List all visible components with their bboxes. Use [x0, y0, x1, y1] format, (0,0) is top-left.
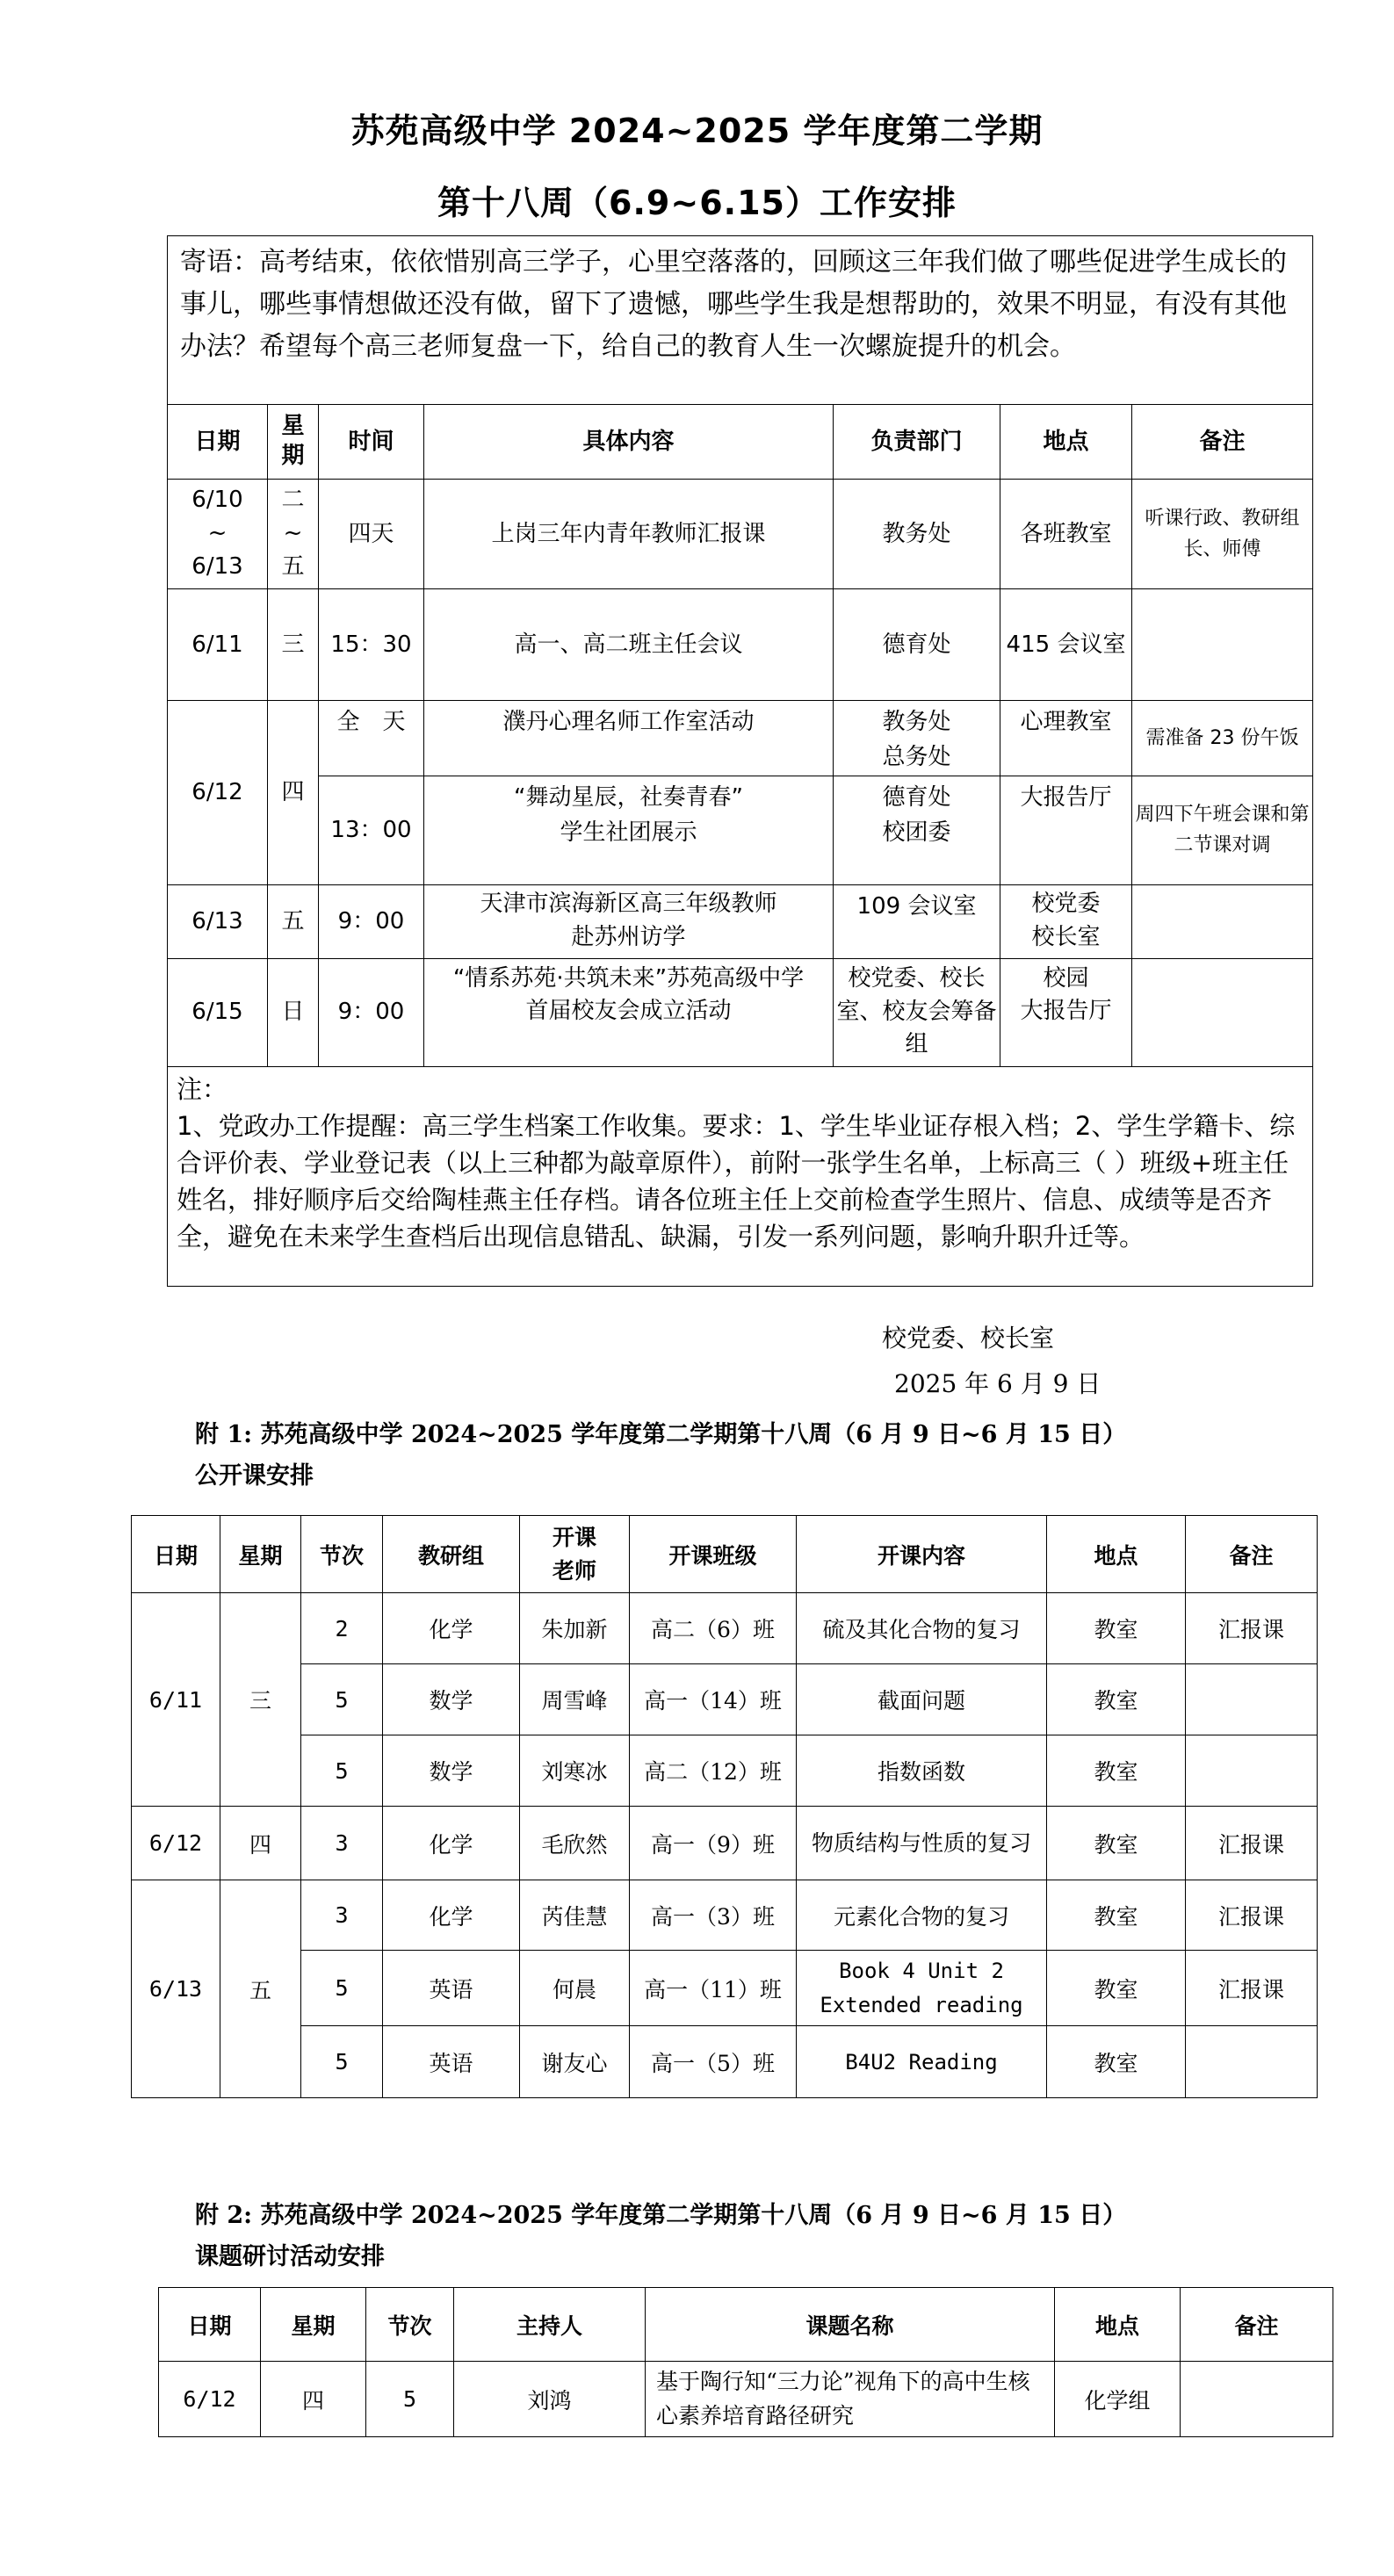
cell-note: 听课行政、教研组长、师傅 — [1132, 480, 1313, 589]
cell-content: “舞动星辰，社奏青春” 学生社团展示 — [424, 776, 834, 884]
cell-place: 大报告厅 — [1000, 776, 1132, 884]
cell-period: 2 — [301, 1593, 383, 1664]
cell-note — [1186, 1735, 1318, 1807]
cell-teacher: 朱加新 — [520, 1593, 630, 1664]
cell-place: 教室 — [1047, 1664, 1186, 1735]
table-row — [168, 480, 1313, 589]
table-row — [132, 1880, 1318, 1951]
cell-time: 四天 — [319, 480, 424, 589]
cell-note — [1186, 2026, 1318, 2098]
cell-place: 教室 — [1047, 1593, 1186, 1664]
cell-place: 教室 — [1047, 1951, 1186, 2026]
open-class-table — [131, 1515, 1318, 2098]
signature-date: 2025 年 6 月 9 日 — [894, 1369, 1101, 1398]
cell-weekday: 三 — [268, 589, 319, 701]
cell-weekday: 二 ~ 五 — [268, 480, 319, 589]
cell-class: 高一（3）班 — [630, 1880, 797, 1951]
cell-group: 化学 — [383, 1807, 520, 1880]
cell-group: 英语 — [383, 2026, 520, 2098]
cell-content: 上岗三年内青年教师汇报课 — [424, 480, 834, 589]
cell-place: 心理教室 — [1000, 701, 1132, 776]
cell-teacher: 何晨 — [520, 1951, 630, 2026]
cell-class: 高一（9）班 — [630, 1807, 797, 1880]
message-cell — [168, 236, 1313, 405]
cell-note — [1132, 589, 1313, 701]
message-row — [168, 236, 1313, 405]
notes-row — [168, 1066, 1313, 1286]
header-weekday: 星 期 — [268, 405, 319, 480]
message-label: 寄语： — [180, 247, 259, 278]
cell-content: 濮丹心理名师工作室活动 — [424, 701, 834, 776]
cell-note: 汇报课 — [1186, 1880, 1318, 1951]
table-row — [168, 776, 1313, 884]
message-text: 高考结束，依依惜别高三学子，心里空落落的，回顾这三年我们做了哪些促进学生成长的事儿，哪些事情想做还没有做，留下了遗憾，哪些学生我是想帮助的，效果不明显，有没有其他办法？希望每个高三老师复盘一下，给自己的教育人生一次螺旋提升的机会。 — [180, 247, 1287, 362]
cell-period: 5 — [301, 1951, 383, 2026]
header-row — [132, 1516, 1318, 1593]
cell-note — [1132, 884, 1313, 958]
header-note: 备注 — [1181, 2288, 1333, 2362]
cell-group: 数学 — [383, 1664, 520, 1735]
cell-dept: 教务处 总务处 — [834, 701, 1000, 776]
header-note: 备注 — [1132, 405, 1313, 480]
cell-class: 高二（12）班 — [630, 1735, 797, 1807]
page-title-line2: 第十八周（6.9~6.15）工作安排 — [437, 184, 957, 222]
cell-date: 6/15 — [168, 958, 268, 1066]
cell-dept: 校党委、校长室、校友会筹备组 — [834, 958, 1000, 1066]
cell-dept: 德育处 校团委 — [834, 776, 1000, 884]
cell-note: 周四下午班会课和第二节课对调 — [1132, 776, 1313, 884]
cell-teacher: 谢友心 — [520, 2026, 630, 2098]
cell-content: B4U2 Reading — [797, 2026, 1047, 2098]
cell-period: 5 — [301, 2026, 383, 2098]
cell-content: 物质结构与性质的复习 — [797, 1807, 1047, 1880]
table-row — [168, 701, 1313, 776]
cell-weekday: 五 — [268, 884, 319, 958]
cell-period: 3 — [301, 1807, 383, 1880]
cell-time: 15：30 — [319, 589, 424, 701]
cell-class: 高一（5）班 — [630, 2026, 797, 2098]
cell-weekday: 四 — [220, 1807, 301, 1880]
cell-content: 元素化合物的复习 — [797, 1880, 1047, 1951]
cell-date: 6/12 — [168, 701, 268, 885]
cell-host: 刘鸿 — [454, 2362, 646, 2437]
page-title-line1: 苏苑高级中学 2024~2025 学年度第二学期 — [350, 112, 1044, 150]
cell-weekday: 五 — [220, 1880, 301, 2098]
appendix1-title-line1: 附 1: 苏苑高级中学 2024~2025 学年度第二学期第十八周（6 月 9 日~6 月 15 日） — [195, 1421, 1127, 1448]
cell-content: 高一、高二班主任会议 — [424, 589, 834, 701]
table-row — [168, 884, 1313, 958]
cell-time: 13：00 — [319, 776, 424, 884]
header-date: 日期 — [132, 1516, 220, 1593]
cell-note: 需准备 23 份午饭 — [1132, 701, 1313, 776]
cell-place: 教室 — [1047, 1735, 1186, 1807]
cell-date: 6/12 — [132, 1807, 220, 1880]
cell-place: 415 会议室 — [1000, 589, 1132, 701]
appendix1-title — [195, 1414, 1126, 1497]
cell-content: 硫及其化合物的复习 — [797, 1593, 1047, 1664]
cell-weekday: 日 — [268, 958, 319, 1066]
cell-period: 5 — [301, 1664, 383, 1735]
table-row — [168, 958, 1313, 1066]
notes-label: 注： — [177, 1073, 228, 1104]
table-row — [132, 1593, 1318, 1664]
header-class: 开课班级 — [630, 1516, 797, 1593]
cell-weekday: 四 — [268, 701, 319, 885]
cell-note: 汇报课 — [1186, 1951, 1318, 2026]
cell-weekday: 三 — [220, 1593, 301, 1807]
cell-teacher: 毛欣然 — [520, 1807, 630, 1880]
cell-date: 6/11 — [168, 589, 268, 701]
cell-class: 高一（14）班 — [630, 1664, 797, 1735]
header-place: 地点 — [1055, 2288, 1181, 2362]
table-row — [132, 1664, 1318, 1735]
table-row — [159, 2362, 1333, 2437]
cell-dept: 德育处 — [834, 589, 1000, 701]
cell-dept: 教务处 — [834, 480, 1000, 589]
header-group: 教研组 — [383, 1516, 520, 1593]
weekly-schedule-table — [167, 235, 1313, 1287]
cell-place: 化学组 — [1055, 2362, 1181, 2437]
header-time: 时间 — [319, 405, 424, 480]
cell-date: 6/11 — [132, 1593, 220, 1807]
cell-content: 天津市滨海新区高三年级教师 赴苏州访学 — [424, 884, 834, 958]
notes-text: 1、党政办工作提醒：高三学生档案工作收集。要求：1、学生毕业证存根入档；2、学生学籍卡、综合评价表、学业登记表（以上三种都为敲章原件），前附一张学生名单，上标高三（ ）班级+班主任姓名，排好顺序后交给陶桂燕主任存档。请各位班主任上交前检查学生照片、信息、成绩等是否齐全，避免在未来学生查档后出现信息错乱、缺漏，引发一系列问题，影响升职升迁等。 — [177, 1110, 1296, 1252]
cell-teacher: 周雪峰 — [520, 1664, 630, 1735]
cell-group: 化学 — [383, 1593, 520, 1664]
header-teacher: 开课 老师 — [520, 1516, 630, 1593]
cell-teacher: 芮佳慧 — [520, 1880, 630, 1951]
table-row — [132, 1735, 1318, 1807]
cell-date: 6/13 — [168, 884, 268, 958]
cell-note: 汇报课 — [1186, 1807, 1318, 1880]
header-host: 主持人 — [454, 2288, 646, 2362]
header-date: 日期 — [168, 405, 268, 480]
header-topic: 课题名称 — [646, 2288, 1055, 2362]
cell-topic: 基于陶行知“三力论”视角下的高中生核心素养培育路径研究 — [646, 2362, 1055, 2437]
cell-group: 化学 — [383, 1880, 520, 1951]
cell-date: 6/12 — [159, 2362, 261, 2437]
cell-time: 9：00 — [319, 884, 424, 958]
cell-weekday: 四 — [261, 2362, 366, 2437]
cell-note — [1186, 1664, 1318, 1735]
cell-note: 汇报课 — [1186, 1593, 1318, 1664]
header-date: 日期 — [159, 2288, 261, 2362]
header-note: 备注 — [1186, 1516, 1318, 1593]
header-row — [159, 2288, 1333, 2362]
cell-group: 英语 — [383, 1951, 520, 2026]
cell-date: 6/13 — [132, 1880, 220, 2098]
cell-content: 截面问题 — [797, 1664, 1047, 1735]
cell-period: 5 — [366, 2362, 454, 2437]
cell-content: 指数函数 — [797, 1735, 1047, 1807]
cell-place: 教室 — [1047, 2026, 1186, 2098]
notes-cell — [168, 1066, 1313, 1286]
cell-time: 9：00 — [319, 958, 424, 1066]
cell-place: 教室 — [1047, 1807, 1186, 1880]
appendix2-title — [195, 2195, 1126, 2278]
cell-class: 高一（11）班 — [630, 1951, 797, 2026]
appendix2-title-line1: 附 2: 苏苑高级中学 2024~2025 学年度第二学期第十八周（6 月 9 日~6 月 15 日） — [195, 2202, 1127, 2229]
header-content: 具体内容 — [424, 405, 834, 480]
cell-group: 数学 — [383, 1735, 520, 1807]
appendix1-title-line2: 公开课安排 — [195, 1462, 314, 1490]
cell-period: 3 — [301, 1880, 383, 1951]
signature-org: 校党委、校长室 — [882, 1324, 1055, 1353]
cell-note — [1181, 2362, 1333, 2437]
cell-class: 高二（6）班 — [630, 1593, 797, 1664]
header-content: 开课内容 — [797, 1516, 1047, 1593]
header-dept: 负责部门 — [834, 405, 1000, 480]
cell-note — [1132, 958, 1313, 1066]
table-row — [132, 2026, 1318, 2098]
cell-place: 校党委 校长室 — [1000, 884, 1132, 958]
cell-place: 教室 — [1047, 1880, 1186, 1951]
cell-dept: 109 会议室 — [834, 884, 1000, 958]
header-period: 节次 — [366, 2288, 454, 2362]
header-row — [168, 405, 1313, 480]
header-weekday: 星期 — [261, 2288, 366, 2362]
table-row — [168, 589, 1313, 701]
header-place: 地点 — [1047, 1516, 1186, 1593]
cell-content: Book 4 Unit 2 Extended reading — [797, 1951, 1047, 2026]
cell-place: 校园 大报告厅 — [1000, 958, 1132, 1066]
table-row — [132, 1951, 1318, 2026]
research-topic-table — [158, 2287, 1333, 2437]
cell-date: 6/10 ~ 6/13 — [168, 480, 268, 589]
cell-teacher: 刘寒冰 — [520, 1735, 630, 1807]
cell-place: 各班教室 — [1000, 480, 1132, 589]
table-row — [132, 1807, 1318, 1880]
header-weekday: 星期 — [220, 1516, 301, 1593]
header-place: 地点 — [1000, 405, 1132, 480]
cell-content: “情系苏苑·共筑未来”苏苑高级中学 首届校友会成立活动 — [424, 958, 834, 1066]
cell-time: 全 天 — [319, 701, 424, 776]
header-period: 节次 — [301, 1516, 383, 1593]
cell-period: 5 — [301, 1735, 383, 1807]
appendix2-title-line2: 课题研讨活动安排 — [195, 2243, 385, 2271]
